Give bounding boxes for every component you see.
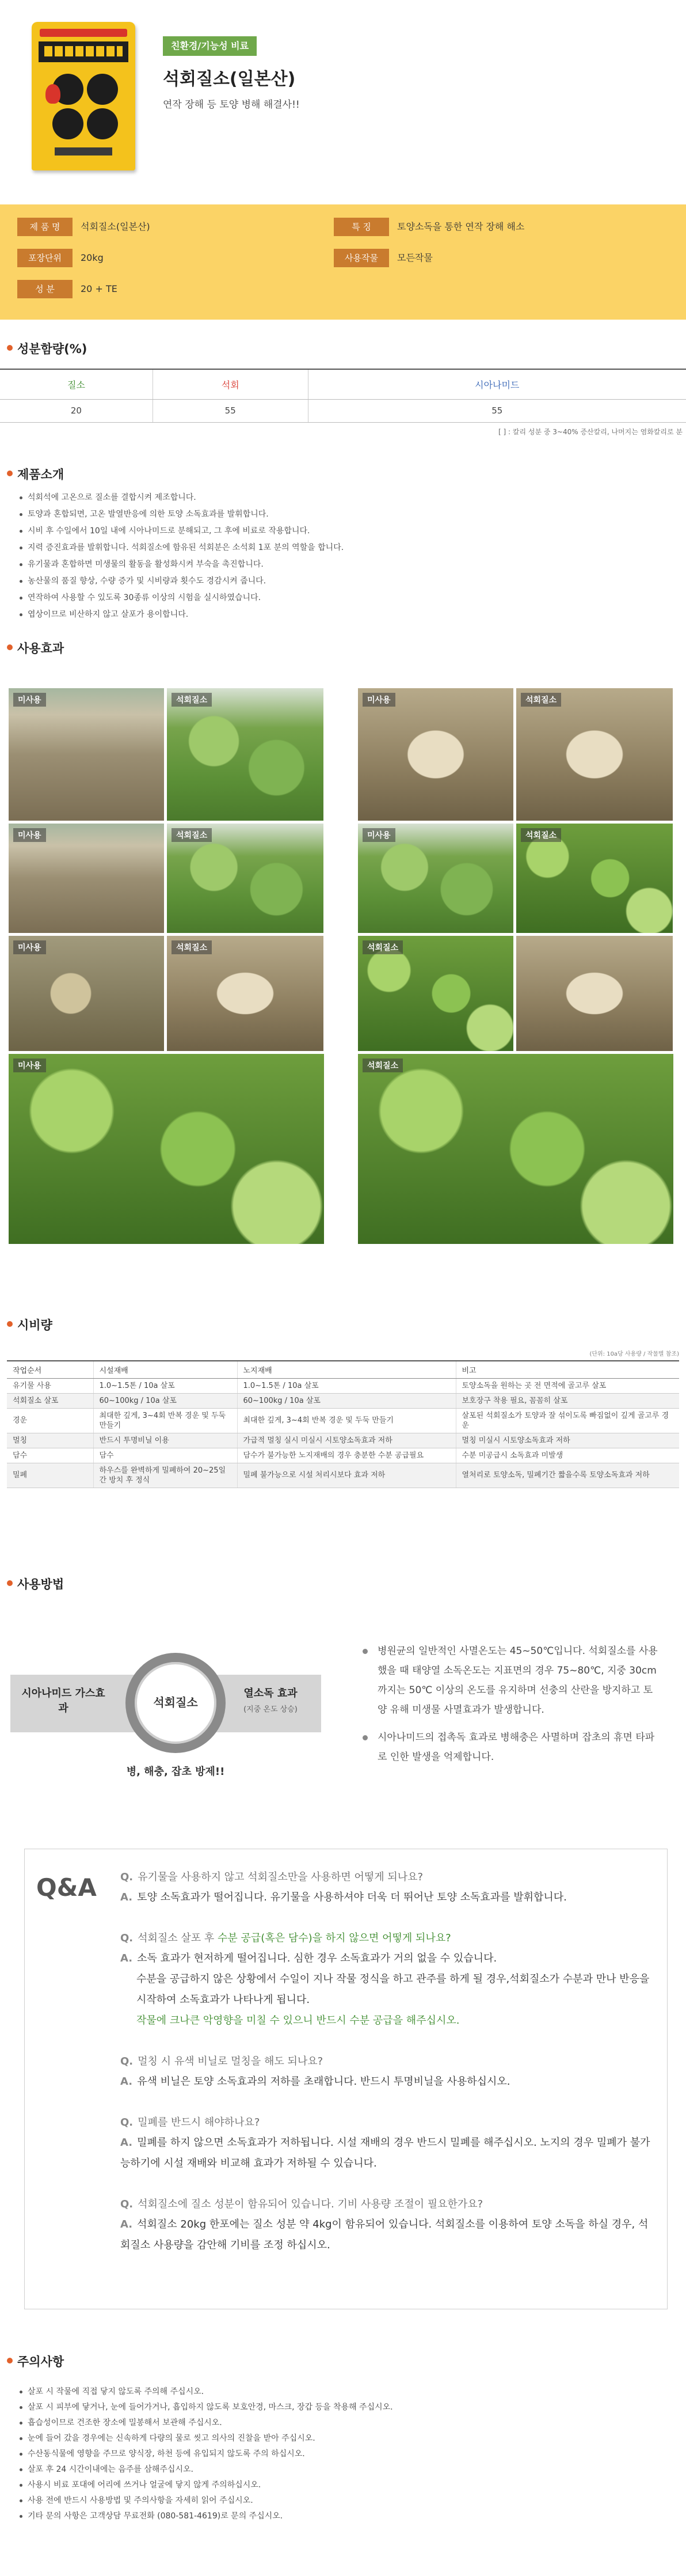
intro-item: 연작하여 사용할 수 있도록 30종류 이상의 시험을 실시하였습니다. [20, 590, 344, 606]
diagram-caption: 병, 해충, 잡초 방제!! [126, 1766, 225, 1778]
method-item: 병원균의 일반적인 사멸온도는 45~50℃입니다. 석회질소를 사용했을 때 태양열 소독온도는 지표면의 경우 75~80℃, 지중 30cm까지는 50℃ 이상의 온도를 유지하며 선충의 산란을 방지하고 토양 유해 미생물 사멸효과가 발생합니다. [363, 1641, 662, 1720]
effect-photo-treated: 석회질소 [516, 824, 673, 933]
comp-header-cyanamide: 시아나미드 [308, 369, 686, 399]
table-cell: 60~100kg / 10a 살포 [237, 1393, 456, 1408]
bullet-dot-icon [7, 1321, 13, 1327]
effect-photo-untreated: 미사용 [9, 824, 164, 933]
table-row [7, 1408, 679, 1433]
intro-item: 시비 후 수일에서 10일 내에 시아나미드로 분해되고, 그 후에 비료로 작용합니다. [20, 523, 344, 540]
table-cell: 밀폐 불가능으로 시설 처리시보다 효과 저하 [237, 1463, 456, 1488]
effect-photo-untreated: 미사용 [9, 688, 164, 821]
method-heading: 사용방법 [7, 1575, 64, 1592]
qa-list [120, 1868, 655, 2277]
comp-header-lime: 석회 [153, 369, 308, 399]
bullet-dot-icon [7, 471, 13, 476]
intro-heading: 제품소개 [7, 465, 64, 483]
table-cell: 담수가 불가능한 노지재배의 경우 충분한 수분 공급필요 [237, 1448, 456, 1463]
product-package-image [32, 22, 135, 170]
table-cell: 열처리로 토양소독, 밀폐기간 짧을수록 토양소독효과 저하 [456, 1463, 679, 1488]
amount-heading: 시비량 [7, 1316, 52, 1333]
comp-value-nitrogen: 20 [0, 399, 153, 422]
info-value-composition: 20 + TE [81, 283, 117, 294]
table-cell: 석회질소 살포 [7, 1393, 93, 1408]
table-cell: 가급적 멀칭 실시 미실시 시토양소독효과 저하 [237, 1433, 456, 1448]
package-circle [52, 108, 83, 139]
table-cell: 60~100kg / 10a 살포 [93, 1393, 237, 1408]
caution-item: 기타 문의 사항은 고객상담 무료전화 (080-581-4619)로 문의 주십시오. [20, 2509, 393, 2524]
qa-item [120, 1929, 655, 2031]
table-cell: 1.0~1.5톤 / 10a 살포 [237, 1378, 456, 1393]
qa-answer: A. 밀폐를 하지 않으면 소독효과가 저하됩니다. 시설 재배의 경우 반드시 밀폐를 해주십시오. 노지의 경우 밀폐가 불가능하기에 시설 재배와 비교해 효과가 저하될 수 있습니다. [120, 2137, 650, 2169]
table-row [7, 1433, 679, 1448]
package-title-band [39, 41, 128, 62]
qa-title: Q&A [36, 1873, 97, 1902]
qa-item [120, 1868, 655, 1908]
qa-box [24, 1849, 668, 2309]
effect-photo-untreated: 미사용 [358, 688, 513, 821]
bullet-dot-icon [7, 2358, 13, 2363]
effect-photo-treated: 석회질소 [167, 824, 323, 933]
amount-unit-note: (단위: 10a당 사용량 / 작물별 참조) [589, 1351, 679, 1357]
caution-item: 살포 시 피부에 닿거나, 눈에 들어가거나, 흡입하지 않도록 보호안경, 마스크, 장갑 등을 착용해 주십시오. [20, 2400, 393, 2415]
info-value-pack: 20kg [81, 252, 104, 263]
table-cell: 담수 [93, 1448, 237, 1463]
caution-item: 사용시 비료 포대에 어리에 쓰거나 얼굴에 닿지 않게 주의하십시오. [20, 2478, 393, 2493]
diagram-center-label: 석회질소 [153, 1695, 198, 1709]
effect-photo-treated: 석회질소 [516, 688, 673, 821]
info-label-pack: 포장단위 [17, 249, 73, 267]
comp-value-lime: 55 [153, 399, 308, 422]
info-value-feature: 토양소독을 통한 연작 장해 해소 [397, 221, 525, 232]
caution-item: 눈에 들어 갔을 경우에는 신속하게 다량의 물로 씻고 의사의 진찰을 받아 주십시오. [20, 2431, 393, 2446]
effect-photo-untreated: 미사용 [9, 936, 164, 1051]
intro-item: 엽상이므로 비산하지 않고 살포가 용이합니다. [20, 606, 344, 623]
table-cell: 밀폐 [7, 1463, 93, 1488]
amount-header: 작업순서 [7, 1361, 93, 1378]
table-cell: 수분 미공급시 소독효과 미발생 [456, 1448, 679, 1463]
qa-answer: A. 석회질소 20kg 한포에는 질소 성분 약 4kg이 함유되어 있습니다. 석회질소를 이용하여 토양 소독을 하실 경우, 석회질소 사용량을 감안해 기비를 조정 하십시오. [120, 2218, 649, 2251]
amount-header: 비고 [456, 1361, 679, 1378]
bullet-dot-icon [7, 1580, 13, 1586]
product-title: 석회질소(일본산) [163, 69, 296, 89]
effect-photo-untreated: 미사용 [358, 824, 513, 933]
caution-item: 흡습성이므로 건조한 장소에 밀봉해서 보관해 주십시오. [20, 2415, 393, 2431]
info-label-crop: 사용작물 [334, 249, 389, 267]
qa-question: Q. 유기물을 사용하지 않고 석회질소만을 사용하면 어떻게 되나요? [120, 1871, 424, 1883]
table-cell: 살포된 석회질소가 토양과 잘 섞이도록 빠짐없이 깊게 골고루 경운 [456, 1408, 679, 1433]
comp-value-cyanamide: 55 [308, 399, 686, 422]
qa-answer: A. 토양 소독효과가 떨어집니다. 유기물을 사용하셔야 더욱 더 뛰어난 토양 소독효과를 발휘합니다. [120, 1891, 567, 1903]
table-cell: 최대한 깊게, 3~4회 반복 경운 및 두둑 만들기 [237, 1408, 456, 1433]
composition-heading: 성분함량(%) [7, 340, 87, 357]
caution-item: 사용 전에 반드시 사용방법 및 주의사항을 자세히 읽어 주십시오. [20, 2493, 393, 2509]
caution-item: 살포 후 24 시간이내에는 음주를 삼해주십시오. [20, 2462, 393, 2478]
bullet-dot-icon [7, 644, 13, 650]
fertilization-table [7, 1360, 679, 1488]
qa-question: Q. 밀폐를 반드시 해야하나요? [120, 2116, 260, 2129]
qa-question: Q. 석회질소에 질소 성분이 함유되어 있습니다. 기비 사용량 조절이 필요한가요? [120, 2198, 483, 2210]
table-cell: 멀칭 [7, 1433, 93, 1448]
effect-photo-treated: 석회질소 [167, 688, 323, 821]
info-label-composition: 성 분 [17, 280, 73, 298]
info-value-name: 석회질소(일본산) [81, 221, 150, 232]
intro-list [20, 490, 344, 623]
effect-photo-comparison: 미사용 [9, 1054, 324, 1244]
caution-item: 살포 시 작물에 직접 닿지 않도록 주의해 주십시오. [20, 2384, 393, 2400]
diagram-right-label: 열소독 효과 (지중 온도 상승) [243, 1687, 298, 1714]
effect-photo-treated: 석회질소 [167, 936, 323, 1051]
package-maker-mark [55, 147, 112, 155]
method-diagram [0, 1613, 686, 1831]
table-row [7, 1463, 679, 1488]
caution-item: 수산동식물에 영향을 주므로 양식장, 하천 등에 유입되지 않도록 주의 하십시오. [20, 2446, 393, 2462]
table-row [7, 1448, 679, 1463]
qa-item [120, 2195, 655, 2256]
effect-photo-roots [516, 936, 673, 1051]
package-circle [87, 108, 118, 139]
effect-photo-treated: 석회질소 [358, 936, 513, 1051]
table-cell: 경운 [7, 1408, 93, 1433]
effects-heading: 사용효과 [7, 639, 64, 657]
info-value-crop: 모든작물 [397, 252, 433, 263]
package-red-mark [45, 84, 60, 104]
qa-answer: A. 유색 비닐은 토양 소독효과의 저하를 초래합니다. 반드시 투명비닐을 사용하십시오. [120, 2076, 510, 2088]
amount-header: 노지재배 [237, 1361, 456, 1378]
diagram-left-label: 시아나미드 가스효과 [21, 1687, 105, 1714]
qa-item [120, 2052, 655, 2092]
intro-item: 농산물의 품질 향상, 수량 증가 및 시비량과 횟수도 경감시켜 줍니다. [20, 573, 344, 590]
product-info-band [0, 204, 686, 320]
method-item: 시아나미드의 접촉독 효과로 병해충은 사멸하며 잡초의 휴면 타파로 인한 발생을 억제합니다. [363, 1728, 662, 1767]
composition-note: [ ] : 칼리 성분 중 3~40% 증산칼리, 나머지는 염화칼리로 분 [498, 428, 683, 436]
info-label-feature: 특 징 [334, 218, 389, 236]
effect-photo-comparison: 석회질소 [358, 1054, 673, 1244]
product-hero [0, 0, 686, 204]
product-subtitle: 연작 장해 등 토양 병해 해결사!! [163, 99, 300, 111]
caution-heading: 주의사항 [7, 2353, 64, 2370]
table-row [7, 1393, 679, 1408]
intro-item: 토양과 혼합되면, 고온 발열반응에 의한 토양 소독효과를 발휘합니다. [20, 506, 344, 523]
qa-question: Q. 석회질소 살포 후 수분 공급(혹은 담수)을 하지 않으면 어떻게 되나요? [120, 1932, 451, 1944]
table-cell: 1.0~1.5톤 / 10a 살포 [93, 1378, 237, 1393]
table-cell: 최대한 깊게, 3~4회 반복 경운 및 두둑 만들기 [93, 1408, 237, 1433]
table-cell: 유기물 사용 [7, 1378, 93, 1393]
table-cell: 반드시 투명비닐 이용 [93, 1433, 237, 1448]
table-row [7, 1378, 679, 1393]
amount-header: 시설재배 [93, 1361, 237, 1378]
table-cell: 하우스를 완벽하게 밀폐하여 20~25일간 방치 후 정식 [93, 1463, 237, 1488]
category-badge: 친환경/기능성 비료 [163, 36, 257, 56]
table-cell: 멀칭 미실시 시토양소독효과 저하 [456, 1433, 679, 1448]
intro-item: 석회석에 고온으로 질소를 결합시켜 제조합니다. [20, 490, 344, 506]
qa-item [120, 2113, 655, 2174]
qa-question: Q. 멀칭 시 유색 비닐로 멀칭을 해도 되나요? [120, 2055, 323, 2067]
info-label-name: 제 품 명 [17, 218, 73, 236]
table-cell: 토양소독을 원하는 곳 전 면적에 골고루 살포 [456, 1378, 679, 1393]
package-top-stripe [40, 29, 127, 37]
bullet-dot-icon [7, 345, 13, 351]
intro-item: 지력 증진효과를 발휘합니다. 석회질소에 함유된 석회분은 소석회 1포 분의 역할을 합니다. [20, 540, 344, 556]
package-circle [87, 74, 118, 105]
comp-header-nitrogen: 질소 [0, 369, 153, 399]
caution-list [20, 2384, 393, 2524]
composition-table [0, 369, 686, 423]
method-list [363, 1641, 662, 1775]
table-cell: 담수 [7, 1448, 93, 1463]
intro-item: 유기물과 혼합하면 미생물의 활동을 활성화시켜 부숙을 촉진합니다. [20, 556, 344, 573]
qa-answer: A. 소독 효과가 현저하게 떨어집니다. 심한 경우 소독효과가 거의 없을 수 있습니다. 수분을 공급하지 않은 상황에서 수일이 지나 작물 정식을 하고 관주를 하게 될 경우,석회질소가 수분과 만나 반응을 시작하여 소독효과가 나타나게 됩니다. 작물에 크나큰 악영향을 미칠 수 있으니 반드시 수분 공급을 해주십시오. [120, 1952, 650, 2027]
table-cell: 보호장구 착용 필요, 꼼꼼히 살포 [456, 1393, 679, 1408]
